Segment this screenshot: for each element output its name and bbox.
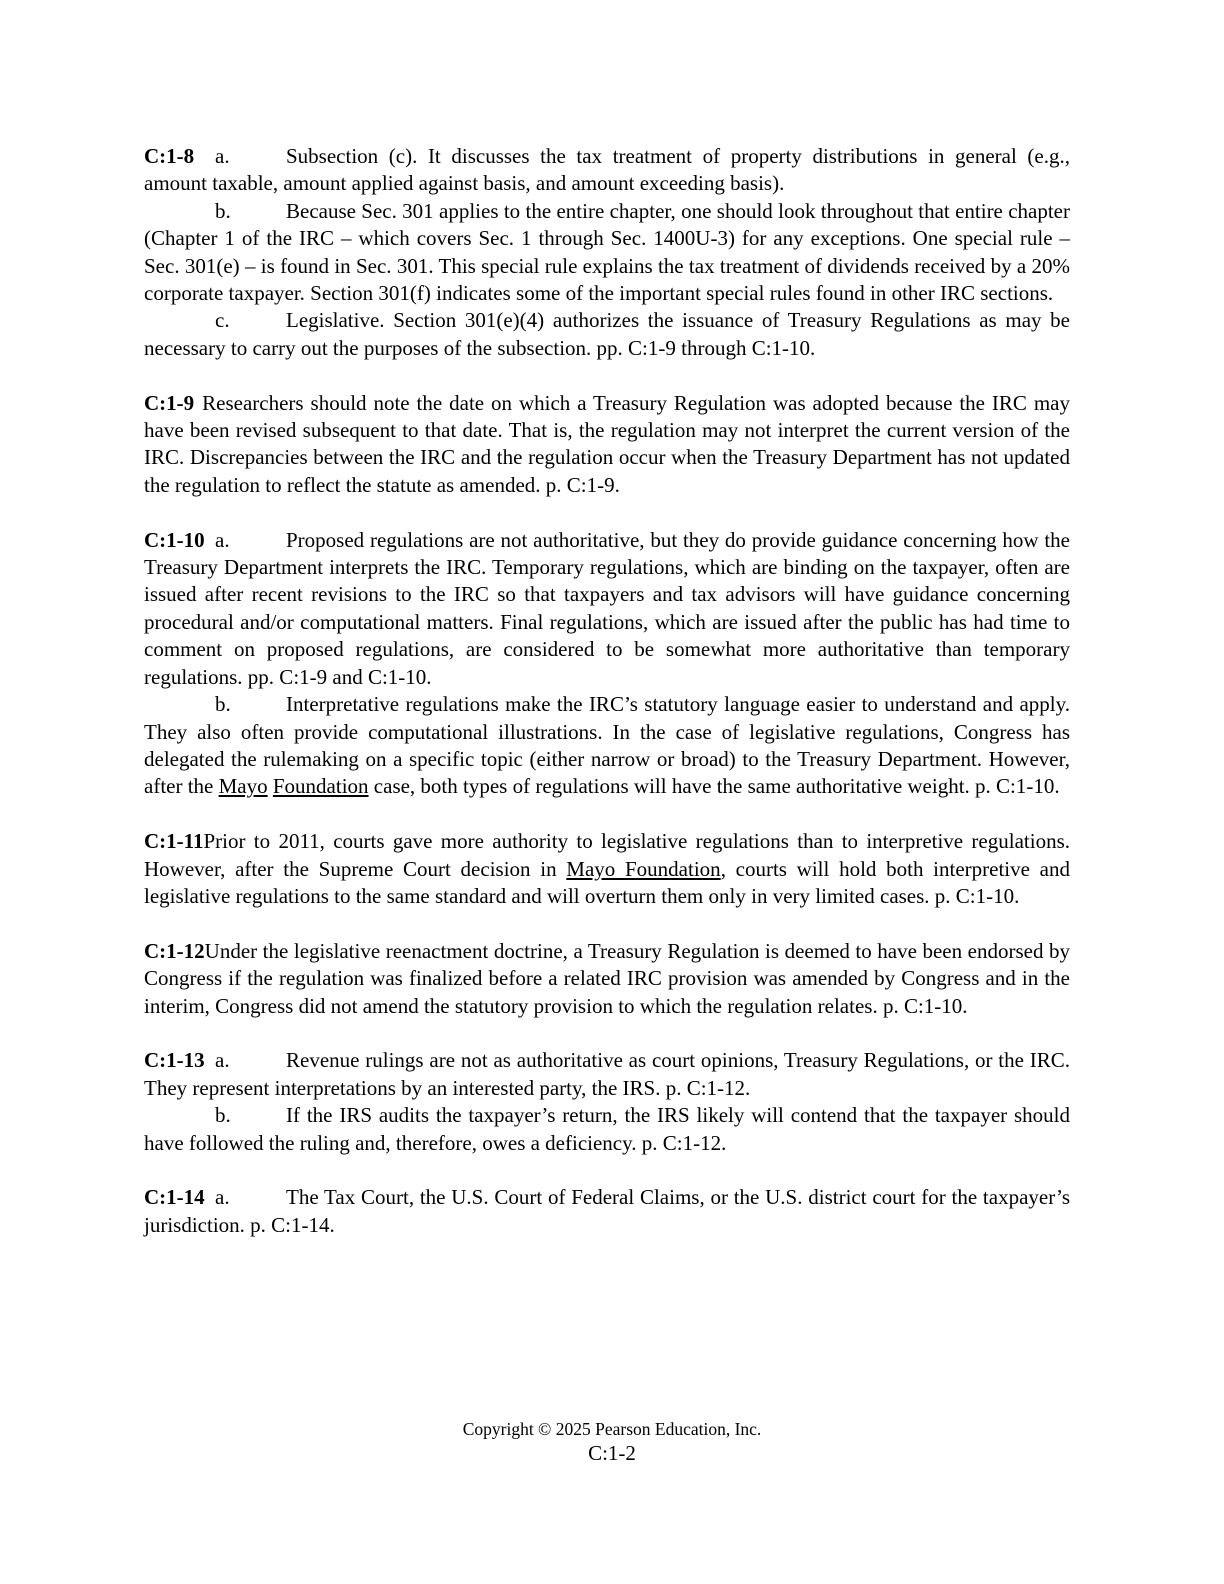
part-text: Proposed regulations are not authoritative, but they do provide guidance concerning how the Treasury Department interprets the IRC. Temporary regulations, which are binding on the taxpayer, often are issued after recent revisions to the IRC so that taxpayers and tax advisors will have guidance concerning procedural and/or computational matters. Final regulations, which are issued after the public has had time to comment on proposed regulations, are considered to be somewhat more authoritative than temporary regulations. pp. C:1-9 and C:1-10.	[144, 527, 1070, 689]
entry-c1-13-part-b	[144, 1102, 1070, 1157]
entry-c1-10-part-b: b. Interpretative regulations make the IRC’s statutory language easier to understand and apply. They also often provide computational illustrations. In the case of legislative regulations, Congress has delegated the rulemaking on a specific topic (either narrow or broad) to the Treasury Department. However, after the Mayo Foundation case, both types of regulations will have the same authoritative weight. p. C:1-10.	[144, 692, 1070, 799]
entry-number: C:1-13	[144, 1048, 205, 1073]
part-letter: b.	[215, 1103, 231, 1128]
part-text: The Tax Court, the U.S. Court of Federal Claims, or the U.S. district court for the taxpayer’s jurisdiction. p. C:1-14.	[144, 1185, 1070, 1237]
entry-c1-14	[144, 1184, 1070, 1239]
entry-number: C:1-12	[144, 938, 205, 963]
entry-c1-8-part-a	[144, 143, 1070, 198]
case-name-underline: Mayo	[218, 774, 268, 799]
entry-text: Under the legislative reenactment doctrine, a Treasury Regulation is deemed to have been endorsed by Congress if the regulation was finalized before a related IRC provision was amended by Congress and in the interim, Congress did not amend the statutory provision to which the regulation relates. p. C:1-10.	[144, 938, 1070, 1018]
part-letter: a.	[215, 527, 230, 552]
entry-c1-8	[144, 143, 1070, 362]
part-text: Legislative. Section 301(e)(4) authorizes the issuance of Treasury Regulations as may be necessary to carry out the purposes of the subsection. pp. C:1-9 through C:1-10.	[144, 308, 1070, 360]
page-number: C:1-2	[588, 1441, 636, 1465]
entry-number: C:1-14	[144, 1185, 205, 1210]
entry-c1-10	[144, 527, 1070, 801]
entry-number: C:1-11	[144, 829, 204, 854]
part-letter: b.	[215, 198, 231, 223]
part-text: If the IRS audits the taxpayer’s return, the IRS likely will contend that the taxpayer should have followed the ruling and, therefore, owes a deficiency. p. C:1-12.	[144, 1103, 1070, 1155]
entry-text: Researchers should note the date on which a Treasury Regulation was adopted because the IRC may have been revised subsequent to that date. That is, the regulation may not interpret the current version of the IRC. Discrepancies between the IRC and the regulation occur when the Treasury Department has not updated the regulation to reflect the statute as amended. p. C:1-9.	[144, 390, 1070, 497]
part-text: Subsection (c). It discusses the tax treatment of property distributions in general (e.g., amount taxable, amount applied against basis, and amount exceeding basis).	[144, 144, 1070, 196]
case-name-underline: Mayo Foundation	[566, 856, 721, 881]
entry-c1-13	[144, 1047, 1070, 1157]
entry-c1-9	[144, 390, 1070, 500]
entry-c1-10-part-a	[144, 527, 1070, 691]
page-footer	[0, 1418, 1224, 1466]
entry-c1-12	[144, 938, 1070, 1020]
part-letter: b.	[215, 692, 231, 717]
entry-number: C:1-9	[144, 390, 195, 415]
part-letter: a.	[215, 144, 230, 168]
part-text: Revenue rulings are not as authoritative as court opinions, Treasury Regulations, or the IRC. They represent interpretations by an interested party, the IRS. p. C:1-12.	[144, 1048, 1070, 1100]
entry-number: C:1-8	[144, 144, 195, 168]
entry-c1-13-part-a	[144, 1047, 1070, 1102]
entry-c1-8-part-b	[144, 198, 1070, 308]
part-text: Because Sec. 301 applies to the entire chapter, one should look throughout that entire chapter (Chapter 1 of the IRC – which covers Sec. 1 through Sec. 1400U-3) for any exceptions. One special rule – Sec. 301(e) – is found in Sec. 301. This special rule explains the tax treatment of dividends received by a 20% corporate taxpayer. Section 301(f) indicates some of the important special rules found in other IRC sections.	[144, 198, 1070, 306]
entry-c1-8-part-c	[144, 307, 1070, 362]
part-letter: c.	[215, 308, 230, 333]
entry-number: C:1-10	[144, 527, 205, 552]
part-letter: a.	[215, 1185, 230, 1210]
entry-c1-14-part-a	[144, 1184, 1070, 1239]
document-body	[144, 143, 1070, 1267]
part-letter: a.	[215, 1048, 230, 1073]
case-name-underline: Foundation	[272, 774, 369, 799]
copyright-notice: Copyright © 2025 Pearson Education, Inc.	[462, 1419, 762, 1439]
entry-c1-11: C:1-11Prior to 2011, courts gave more authority to legislative regulations than to interpretive regulations. However, after the Supreme Court decision in Mayo Foundation, courts will hold both interpretive and legislative regulations to the same standard and will overturn them only in very limited cases. p. C:1-10.	[144, 829, 1070, 908]
